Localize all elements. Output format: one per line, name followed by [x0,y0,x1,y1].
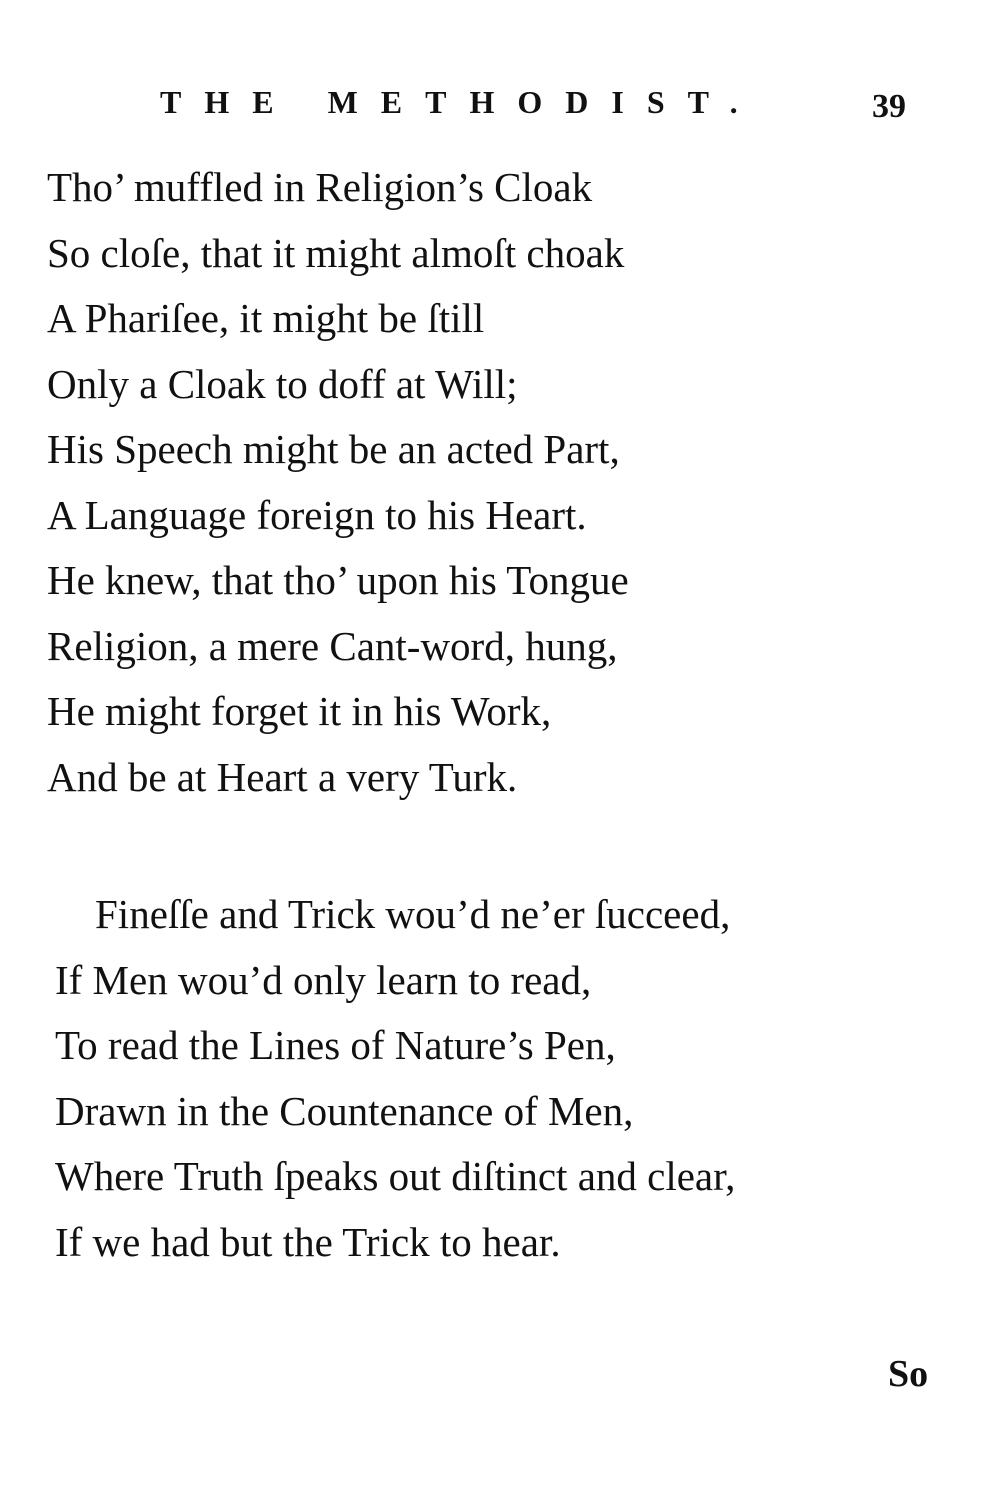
stanza-1 [47,155,629,810]
page-number: 39 [872,88,906,125]
verse-line: Religion, a mere Cant-word, hung, [47,622,618,669]
verse-line: Where Truth ſpeaks out diſtinct and clear, [55,1153,736,1199]
verse-line: Fineſſe and Trick wou’d ne’er ſucceed, [95,891,731,937]
verse-line: To read the Lines of Nature’s Pen, [55,1022,616,1068]
verse-line: So cloſe, that it might almoſt choak [47,229,625,276]
verse-line: Drawn in the Countenance of Men, [55,1087,634,1134]
verse-line: And be at Heart a very Turk. [47,753,518,800]
catchword: So [888,1353,929,1395]
running-title: THE METHODIST. [160,84,761,120]
verse-line: His Speech might be an acted Part, [47,426,620,472]
verse-line: He knew, that tho’ upon his Tongue [47,557,629,603]
verse-line: If Men wou’d only learn to read, [55,956,592,1003]
stanza-2 [55,882,735,1275]
verse-line: He might forget it in his Work, [47,688,552,734]
verse-line: Tho’ muffled in Religion’s Cloak [47,164,593,210]
verse-line: A Language foreign to his Heart. [47,491,587,538]
verse-line: If we had but the Trick to hear. [55,1218,561,1265]
verse-line: A Phariſee, it might be ſtill [47,295,485,341]
verse-line: Only a Cloak to doff at Will; [47,360,518,407]
